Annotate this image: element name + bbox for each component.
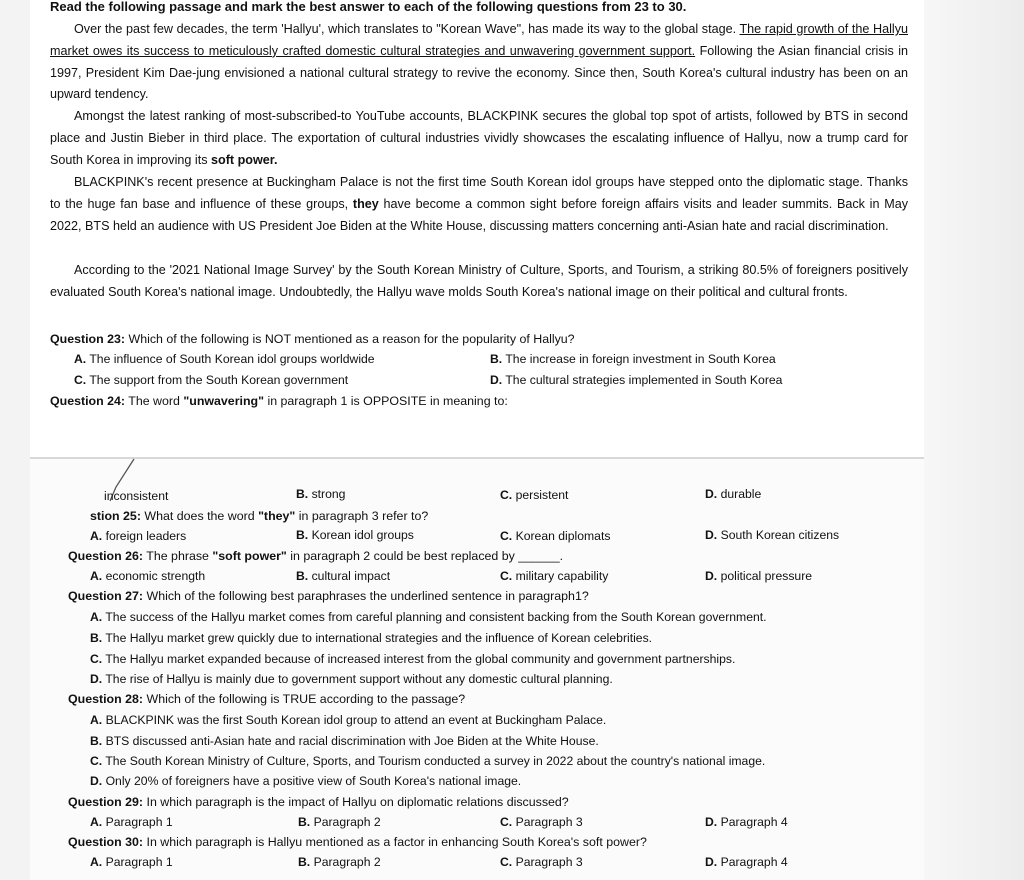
question-27 — [68, 589, 589, 603]
q23-option-b-text: The increase in foreign investment in South Korea — [505, 352, 776, 366]
q29-option-a-letter: A. — [90, 815, 103, 829]
q25-option-d[interactable] — [705, 528, 839, 542]
passage-paragraph-4 — [50, 260, 908, 304]
q28-option-b[interactable] — [90, 734, 599, 748]
q28-option-c-text: The South Korean Ministry of Culture, Sports, and Tourism conducted a survey in 2022 about the country's national image. — [105, 754, 766, 768]
q29-option-a[interactable] — [90, 815, 173, 829]
q30-option-a-text: Paragraph 1 — [105, 855, 173, 869]
q24-option-c[interactable] — [500, 488, 568, 502]
p1-intro: Over the past few decades, the term 'Hallyu', which translates to "Korean Wave", has made its way to the global stage. — [74, 22, 737, 36]
photo-right-edge — [924, 0, 1024, 880]
q27-text: Which of the following best paraphrases the underlined sentence in paragraph1? — [146, 589, 589, 603]
q26-option-d-letter: D. — [705, 569, 718, 583]
q25-option-c-letter: C. — [500, 529, 513, 543]
q27-option-b-text: The Hallyu market grew quickly due to international strategies and the influence of Korean celebrities. — [105, 631, 653, 645]
q29-option-b-letter: B. — [298, 815, 311, 829]
q24-option-b-letter: B. — [296, 487, 309, 501]
q28-option-b-letter: B. — [90, 734, 103, 748]
question-29 — [68, 795, 569, 809]
passage-paragraph-2 — [50, 106, 908, 171]
q30-option-a[interactable] — [90, 855, 173, 869]
q26-option-a[interactable] — [90, 569, 205, 583]
q23-option-b[interactable] — [490, 352, 776, 366]
q23-label: Question 23: — [50, 332, 126, 346]
q24-label: Question 24: — [50, 394, 126, 408]
q26-option-c[interactable] — [500, 569, 608, 583]
q29-text: In which paragraph is the impact of Hallyu on diplomatic relations discussed? — [146, 795, 569, 809]
question-26 — [68, 549, 563, 563]
q26-option-b[interactable] — [296, 569, 390, 583]
question-23 — [50, 332, 575, 346]
q28-text: Which of the following is TRUE according to the passage? — [146, 692, 466, 706]
q29-option-b-text: Paragraph 2 — [313, 815, 381, 829]
q29-option-c-letter: C. — [500, 815, 513, 829]
q23-option-d[interactable] — [490, 373, 782, 387]
p2-text: Amongst the latest ranking of most-subscribed-to YouTube accounts, BLACKPINK secures the global top spot of artists, followed by BTS in second place and Justin Bieber in third place. The exportation of cultural industries vividly showcases the escalating influence of Hallyu, now a trump card for South Korea in improving its — [50, 109, 908, 167]
q23-option-d-letter: D. — [490, 373, 503, 387]
q27-label: Question 27: — [68, 589, 144, 603]
q27-option-d-letter: D. — [90, 672, 103, 686]
q29-option-d[interactable] — [705, 815, 788, 829]
q23-option-a-text: The influence of South Korean idol groups worldwide — [89, 352, 375, 366]
q24-option-b[interactable] — [296, 487, 345, 501]
q25-option-d-text: South Korean citizens — [720, 528, 840, 542]
q27-option-a-text: The success of the Hallyu market comes from careful planning and consistent backing from the South Korean government. — [105, 610, 767, 624]
q27-option-c-text: The Hallyu market expanded because of increased interest from the global community and government partnerships. — [105, 652, 736, 666]
q23-option-a-letter: A. — [74, 352, 87, 366]
q30-option-d-text: Paragraph 4 — [720, 855, 788, 869]
q25-option-d-letter: D. — [705, 528, 718, 542]
q29-option-d-text: Paragraph 4 — [720, 815, 788, 829]
q27-option-c[interactable] — [90, 652, 735, 666]
q24-option-d-letter: D. — [705, 487, 718, 501]
q28-option-c[interactable] — [90, 754, 765, 768]
q26-option-b-text: cultural impact — [311, 569, 391, 583]
q29-label: Question 29: — [68, 795, 144, 809]
q26-text-a: The phrase — [146, 549, 209, 563]
q26-option-d-text: political pressure — [720, 569, 813, 583]
p3-text-b: have become a common sight before foreign affairs visits and leader summits. Back in May 2022, BTS held an audience with US President Joe Biden at the White House, discussing matters concerning anti-Asian hate and racial discrimination. — [50, 196, 909, 233]
q25-option-a[interactable] — [90, 529, 186, 543]
question-30 — [68, 835, 647, 849]
q27-option-b[interactable] — [90, 631, 652, 645]
q26-option-c-letter: C. — [500, 569, 513, 583]
q29-option-d-letter: D. — [705, 815, 718, 829]
q23-option-a[interactable] — [74, 352, 375, 366]
q30-option-b-text: Paragraph 2 — [313, 855, 381, 869]
photo-left-edge — [0, 0, 30, 880]
q26-word: "soft power" — [212, 549, 287, 563]
p1-rest: Following the Asian financial crisis in 1997, President Kim Dae-jung envisioned a national cultural strategy to revive the economy. Since then, South Korea's cultural industry has been on an upward tendency. — [50, 43, 908, 102]
q24-option-a[interactable] — [104, 489, 168, 503]
question-25 — [90, 509, 428, 523]
passage-paragraph-3 — [50, 172, 908, 237]
p4-text: According to the '2021 National Image Survey' by the South Korean Ministry of Culture, Sports, and Tourism, a striking 80.5% of foreigners positively evaluated South Korea's national image. Undoubtedly, the Hallyu wave molds South Korea's national image on their political and cultural fronts. — [50, 263, 908, 299]
p1-underlined-sentence: The rapid growth of the Hallyu market owes its success to meticulously crafted domestic cultural strategies and unwavering government support. — [50, 22, 908, 58]
q30-option-a-letter: A. — [90, 855, 103, 869]
q24-option-c-letter: C. — [500, 488, 513, 502]
passage-paragraph-1 — [50, 19, 908, 106]
q27-option-d-text: The rise of Hallyu is mainly due to government support without any domestic cultural planning. — [105, 672, 613, 686]
q25-word: "they" — [258, 509, 296, 523]
q25-text-a: What does the word — [144, 509, 255, 523]
q30-option-c-letter: C. — [500, 855, 513, 869]
q26-option-a-letter: A. — [90, 569, 103, 583]
q25-option-b-letter: B. — [296, 528, 309, 542]
q24-option-d-text: durable — [720, 487, 762, 501]
q23-option-b-letter: B. — [490, 352, 503, 366]
instructions-heading: Read the following passage and mark the best answer to each of the following questions from 23 to 30. — [50, 0, 687, 14]
q28-option-d[interactable] — [90, 774, 521, 788]
q28-option-a-letter: A. — [90, 713, 103, 727]
q23-option-c[interactable] — [74, 373, 348, 387]
q30-option-c-text: Paragraph 3 — [515, 855, 583, 869]
q25-option-b[interactable] — [296, 528, 414, 542]
q26-option-d[interactable] — [705, 569, 812, 583]
q30-option-b[interactable] — [298, 855, 381, 869]
q26-text-b: in paragraph 2 could be best replaced by ______. — [290, 549, 564, 563]
q28-option-a[interactable] — [90, 713, 606, 727]
q28-label: Question 28: — [68, 692, 144, 706]
q30-label: Question 30: — [68, 835, 144, 849]
p3-text-a: BLACKPINK's recent presence at Buckingham Palace is not the first time South Korean idol groups have stepped onto the diplomatic stage. Thanks to the huge fan base and influence of these groups, — [50, 175, 908, 211]
q30-option-d-letter: D. — [705, 855, 718, 869]
q28-option-d-letter: D. — [90, 774, 103, 788]
q23-option-c-text: The support from the South Korean government — [89, 373, 349, 387]
q25-label: stion 25: — [90, 509, 141, 523]
q29-option-c-text: Paragraph 3 — [515, 815, 583, 829]
q30-option-c[interactable] — [500, 855, 583, 869]
question-24 — [50, 394, 508, 408]
q30-text: In which paragraph is Hallyu mentioned as a factor in enhancing South Korea's soft power? — [146, 835, 647, 849]
q29-option-c[interactable] — [500, 815, 583, 829]
q27-option-d[interactable] — [90, 672, 613, 686]
q25-option-c[interactable] — [500, 529, 610, 543]
q30-option-d[interactable] — [705, 855, 788, 869]
q24-text-a: The word — [128, 394, 180, 408]
p3-they: they — [352, 196, 379, 211]
q25-option-a-letter: A. — [90, 529, 103, 543]
question-28 — [68, 692, 465, 706]
q28-option-a-text: BLACKPINK was the first South Korean idol group to attend an event at Buckingham Palace. — [105, 713, 607, 727]
q25-text-b: in paragraph 3 refer to? — [298, 509, 429, 523]
q28-option-d-text: Only 20% of foreigners have a positive view of South Korea's national image. — [105, 774, 522, 788]
p2-soft-power: soft power. — [211, 152, 278, 167]
q26-label: Question 26: — [68, 549, 144, 563]
q27-option-c-letter: C. — [90, 652, 103, 666]
q29-option-a-text: Paragraph 1 — [105, 815, 173, 829]
q27-option-a-letter: A. — [90, 610, 103, 624]
q25-option-a-text: foreign leaders — [105, 529, 187, 543]
q24-option-b-text: strong — [311, 487, 346, 501]
q26-option-c-text: military capability — [515, 569, 609, 583]
q29-option-b[interactable] — [298, 815, 381, 829]
q30-option-b-letter: B. — [298, 855, 311, 869]
q24-option-d[interactable] — [705, 487, 761, 501]
q26-option-b-letter: B. — [296, 569, 309, 583]
q28-option-c-letter: C. — [90, 754, 103, 768]
q27-option-a[interactable] — [90, 610, 767, 624]
q24-option-c-text: persistent — [515, 488, 569, 502]
q26-option-a-text: economic strength — [105, 569, 206, 583]
q28-option-b-text: BTS discussed anti-Asian hate and racial discrimination with Joe Biden at the White House. — [105, 734, 599, 748]
q23-option-c-letter: C. — [74, 373, 87, 387]
q24-text-b: in paragraph 1 is OPPOSITE in meaning to: — [267, 394, 508, 408]
q27-option-b-letter: B. — [90, 631, 103, 645]
q24-option-a-text: inconsistent — [104, 489, 169, 503]
q25-option-c-text: Korean diplomats — [515, 529, 611, 543]
q23-option-d-text: The cultural strategies implemented in South Korea — [505, 373, 783, 387]
q23-text: Which of the following is NOT mentioned as a reason for the popularity of Hallyu? — [128, 332, 575, 346]
q24-word: "unwavering" — [183, 394, 264, 408]
q25-option-b-text: Korean idol groups — [311, 528, 414, 542]
